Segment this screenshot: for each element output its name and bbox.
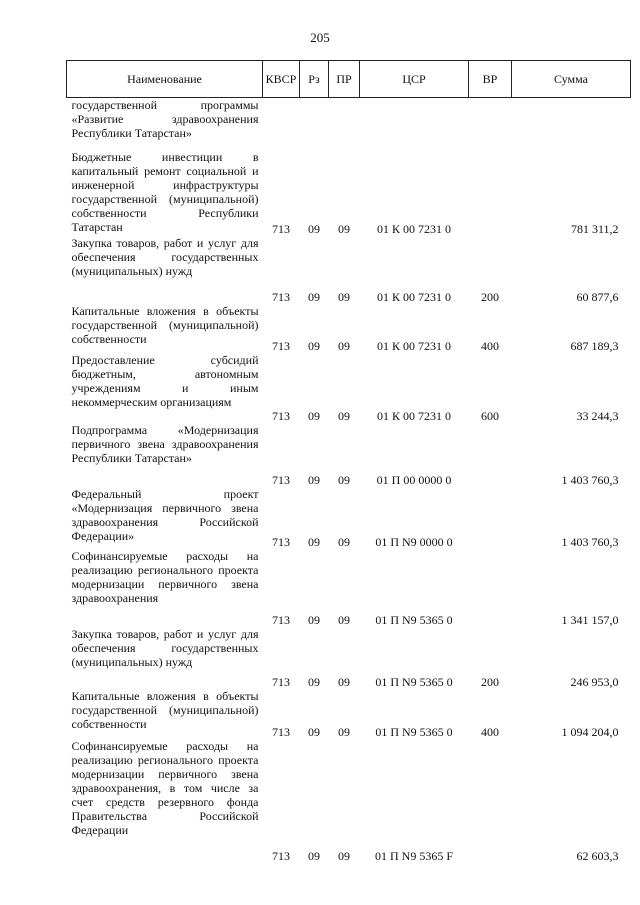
- cell-pr: 09: [338, 612, 350, 627]
- cell-pr: 09: [338, 534, 350, 549]
- header-name: Наименование: [67, 61, 263, 98]
- cell-kvsr: 713: [272, 848, 290, 863]
- cell-rz: 09: [308, 338, 320, 353]
- cell-rz: 09: [308, 534, 320, 549]
- cell-name: Предоставление субсидий бюджетным, автономным учреждениям и иным некоммерческим организациям: [71, 352, 259, 409]
- cell-rz: 09: [308, 289, 320, 304]
- cell-pr: 09: [338, 848, 350, 863]
- cell-name: Софинансируемые расходы на реализацию регионального проекта модернизации первичного звена здравоохранения, в том числе за счет средств резервного фонда Правительства Российской Федерации: [71, 738, 259, 837]
- cell-csr: 01 П N9 5365 0: [375, 612, 453, 627]
- cell-vr: [469, 150, 512, 236]
- table-row: [67, 549, 631, 627]
- cell-rz: 09: [308, 724, 320, 739]
- cell-kvsr: 713: [272, 289, 290, 304]
- cell-sum: 62 603,3: [576, 848, 619, 863]
- cell-name: Закупка товаров, работ и услуг для обеспечения государственных (муниципальных) нужд: [71, 235, 259, 278]
- cell-name: Закупка товаров, работ и услуг для обеспечения государственных (муниципальных) нужд: [71, 626, 259, 669]
- cell-pr: 09: [338, 472, 350, 487]
- table-header-row: [67, 61, 631, 98]
- cell-rz: 09: [308, 674, 320, 689]
- cell-rz: 09: [308, 472, 320, 487]
- cell-csr: 01 П N9 5365 F: [374, 848, 453, 863]
- header-vr: ВР: [469, 61, 512, 98]
- cell-sum: 60 877,6: [576, 289, 619, 304]
- table-row: [67, 98, 631, 150]
- cell-sum: 687 189,3: [570, 338, 619, 353]
- table-row: [67, 236, 631, 304]
- cell-kvsr: 713: [272, 674, 290, 689]
- table-row: [67, 627, 631, 689]
- cell-csr: 01 К 00 7231 0: [376, 338, 451, 353]
- cell-csr: 01 П 00 0000 0: [376, 472, 452, 487]
- header-csr: ЦСР: [360, 61, 469, 98]
- page-number: 205: [310, 30, 330, 45]
- cell-vr: [469, 739, 512, 863]
- cell-rz: 09: [308, 848, 320, 863]
- cell-pr: 09: [338, 724, 350, 739]
- table-row: [67, 353, 631, 423]
- cell-sum: 33 244,3: [576, 408, 619, 423]
- cell-kvsr: 713: [272, 408, 290, 423]
- cell-csr: 01 П N9 5365 0: [375, 724, 453, 739]
- cell-csr: [360, 98, 469, 150]
- cell-sum: 1 403 760,3: [561, 534, 619, 549]
- cell-name: Капитальные вложения в объекты государственной (муниципальной) собственности: [71, 303, 259, 346]
- table-row: [67, 689, 631, 739]
- cell-sum: 781 311,2: [570, 221, 619, 236]
- cell-vr: 200: [481, 674, 499, 689]
- cell-sum: 1 341 157,0: [561, 612, 619, 627]
- header-kvsr: КВСР: [263, 61, 300, 98]
- cell-name: государственной программы «Развитие здравоохранения Республики Татарстан»: [71, 98, 259, 140]
- cell-name: Софинансируемые расходы на реализацию регионального проекта модернизации первичного звена здравоохранения: [71, 548, 259, 605]
- cell-csr: 01 П N9 5365 0: [375, 674, 453, 689]
- cell-kvsr: 713: [272, 221, 290, 236]
- cell-kvsr: [263, 98, 300, 150]
- cell-pr: 09: [338, 289, 350, 304]
- cell-pr: [329, 98, 360, 150]
- cell-csr: 01 П N9 0000 0: [375, 534, 453, 549]
- cell-vr: 400: [481, 724, 499, 739]
- cell-kvsr: 713: [272, 338, 290, 353]
- cell-csr: 01 К 00 7231 0: [376, 408, 451, 423]
- cell-pr: 09: [338, 221, 350, 236]
- header-pr: ПР: [329, 61, 360, 98]
- cell-kvsr: 713: [272, 724, 290, 739]
- cell-rz: 09: [308, 221, 320, 236]
- cell-sum: 1 403 760,3: [561, 472, 619, 487]
- cell-rz: [300, 98, 329, 150]
- cell-vr: [469, 549, 512, 627]
- cell-vr: [469, 423, 512, 487]
- cell-vr: [469, 98, 512, 150]
- cell-csr: 01 К 00 7231 0: [376, 221, 451, 236]
- header-sum: Сумма: [512, 61, 631, 98]
- cell-sum: [512, 98, 631, 150]
- cell-rz: 09: [308, 408, 320, 423]
- table-row: [67, 304, 631, 353]
- cell-vr: [469, 487, 512, 549]
- cell-kvsr: 713: [272, 472, 290, 487]
- cell-vr: 600: [481, 408, 499, 423]
- cell-pr: 09: [338, 408, 350, 423]
- cell-pr: 09: [338, 674, 350, 689]
- cell-name: Подпрограмма «Модернизация первичного звена здравоохранения Республики Татарстан»: [71, 422, 259, 465]
- cell-sum: 1 094 204,0: [561, 724, 619, 739]
- cell-rz: 09: [308, 612, 320, 627]
- cell-vr: 400: [481, 338, 499, 353]
- cell-vr: 200: [481, 289, 499, 304]
- table-row: [67, 739, 631, 863]
- cell-name: Капитальные вложения в объекты государственной (муниципальной) собственности: [71, 688, 259, 731]
- cell-name: Бюджетные инвестиции в капитальный ремонт социальной и инженерной инфраструктуры государственной (муниципальной) собственности Республики Татарстан: [71, 149, 259, 234]
- table-body: [67, 98, 631, 863]
- cell-sum: 246 953,0: [570, 674, 619, 689]
- header-rz: Рз: [300, 61, 329, 98]
- cell-pr: 09: [338, 338, 350, 353]
- budget-table: [66, 60, 631, 863]
- table-row: [67, 487, 631, 549]
- cell-kvsr: 713: [272, 612, 290, 627]
- cell-csr: 01 К 00 7231 0: [376, 289, 451, 304]
- table-row: [67, 150, 631, 236]
- cell-kvsr: 713: [272, 534, 290, 549]
- table-row: [67, 423, 631, 487]
- cell-name: Федеральный проект «Модернизация первичного звена здравоохранения Российской Федерации»: [71, 486, 259, 543]
